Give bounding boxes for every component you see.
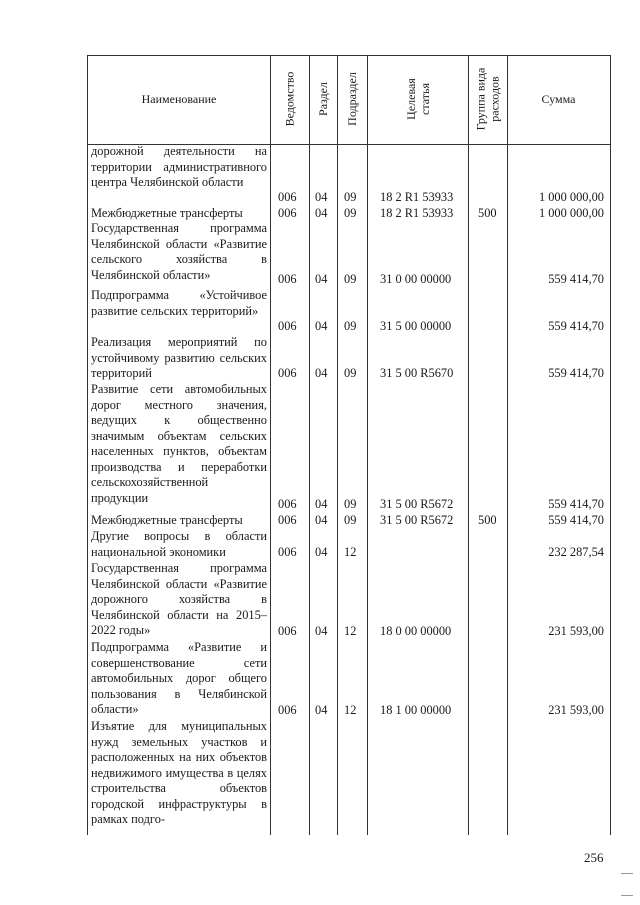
row-subsection: 12 [344, 703, 357, 717]
row-sum: 1 000 000,00 [538, 190, 604, 204]
col-divider [507, 55, 508, 835]
row-section: 04 [315, 366, 328, 380]
row-subsection: 09 [344, 190, 357, 204]
row-name: дорожной деятельности на территории административного центра Челябинской области [91, 144, 267, 189]
row-ministry: 006 [278, 545, 297, 559]
row-target: 18 0 00 00000 [380, 624, 452, 638]
row-ministry: 006 [278, 190, 297, 204]
header-group-line2: расходов [487, 76, 502, 122]
row-target: 31 0 00 00000 [380, 272, 452, 286]
row-target: 31 5 00 00000 [380, 319, 452, 333]
row-ministry: 006 [278, 319, 297, 333]
header-name-text: Наименование [141, 92, 217, 106]
row-name: Государственная программа Челябинской области «Развитие дорожного хозяйства в Челябинской области на 2015–2022 годы» [91, 561, 267, 637]
row-name: Государственная программа Челябинской области «Развитие сельского хозяйства в Челябинской области» [91, 221, 267, 282]
row-target: 31 5 00 R5670 [380, 366, 454, 380]
header-section [309, 55, 337, 143]
row-ministry: 006 [278, 624, 297, 638]
row-target: 18 1 00 00000 [380, 703, 452, 717]
page-number: 256 [584, 850, 604, 865]
row-name: Другие вопросы в области национальной экономики [91, 529, 267, 559]
header-group-line1: Группа вида [473, 67, 488, 131]
col-divider [367, 55, 368, 835]
row-sum: 559 414,70 [548, 272, 604, 286]
row-name: Изъятие для муниципальных нужд земельных участков и расположенных на них объектов недвижимого имущества в целях строительства объектов городской инфраструктуры в рамках подго- [91, 719, 267, 826]
row-target: 31 5 00 R5672 [380, 497, 454, 511]
row-sum: 231 593,00 [548, 624, 604, 638]
budget-table [87, 55, 611, 835]
row-sum: 1 000 000,00 [538, 206, 604, 220]
row-ministry: 006 [278, 366, 297, 380]
row-subsection: 09 [344, 206, 357, 220]
header-ministry [270, 55, 309, 143]
row-target: 31 5 00 R5672 [380, 513, 454, 527]
row-ministry: 006 [278, 497, 297, 511]
header-target-line2: статья [417, 83, 432, 115]
row-subsection: 12 [344, 545, 357, 559]
row-section: 04 [315, 190, 328, 204]
margin-mark [621, 873, 633, 874]
row-sum: 559 414,70 [548, 497, 604, 511]
col-divider [309, 55, 310, 835]
row-section: 04 [315, 703, 328, 717]
header-target-line1: Целевая [403, 78, 418, 120]
row-ministry: 006 [278, 513, 297, 527]
header-section-text: Раздел [316, 82, 331, 116]
row-ministry: 006 [278, 703, 297, 717]
row-section: 04 [315, 319, 328, 333]
row-subsection: 09 [344, 513, 357, 527]
row-name: Развитие сети автомобильных дорог местного значения, ведущих к общественно значимым объектам сельских населенных пунктов, объектам производства и переработки сельскохозяйственной продукции [91, 382, 267, 505]
row-subsection: 09 [344, 366, 357, 380]
header-ministry-text: Ведомство [282, 71, 297, 127]
row-sum: 559 414,70 [548, 513, 604, 527]
header-subsection [337, 55, 367, 143]
row-section: 04 [315, 545, 328, 559]
row-sum: 231 593,00 [548, 703, 604, 717]
row-section: 04 [315, 497, 328, 511]
header-sum-text: Сумма [541, 92, 576, 106]
row-section: 04 [315, 513, 328, 527]
row-ministry: 006 [278, 272, 297, 286]
row-subsection: 12 [344, 624, 357, 638]
row-sum: 559 414,70 [548, 319, 604, 333]
row-section: 04 [315, 624, 328, 638]
row-section: 04 [315, 272, 328, 286]
header-subsection-text: Подраздел [345, 72, 360, 126]
header-sum [507, 55, 610, 143]
row-name: Межбюджетные трансферты [91, 206, 243, 220]
row-subsection: 09 [344, 319, 357, 333]
col-divider [468, 55, 469, 835]
row-name: Межбюджетные трансферты [91, 513, 243, 527]
margin-mark [621, 895, 633, 896]
row-name: Подпрограмма «Развитие и совершенствование сети автомобильных дорог общего пользования в Челябинской области» [91, 640, 267, 716]
col-divider [270, 55, 271, 835]
row-subsection: 09 [344, 497, 357, 511]
header-name [88, 55, 270, 143]
row-sum: 232 287,54 [548, 545, 604, 559]
row-ministry: 006 [278, 206, 297, 220]
header-group [468, 55, 507, 143]
row-group: 500 [478, 513, 497, 527]
col-divider [337, 55, 338, 835]
row-sum: 559 414,70 [548, 366, 604, 380]
row-target: 18 2 R1 53933 [380, 190, 454, 204]
row-section: 04 [315, 206, 328, 220]
row-name: Реализация мероприятий по устойчивому развитию сельских территорий [91, 335, 267, 380]
row-name: Подпрограмма «Устойчивое развитие сельских территорий» [91, 288, 267, 318]
row-group: 500 [478, 206, 497, 220]
row-target: 18 2 R1 53933 [380, 206, 454, 220]
header-target [367, 55, 468, 143]
row-subsection: 09 [344, 272, 357, 286]
